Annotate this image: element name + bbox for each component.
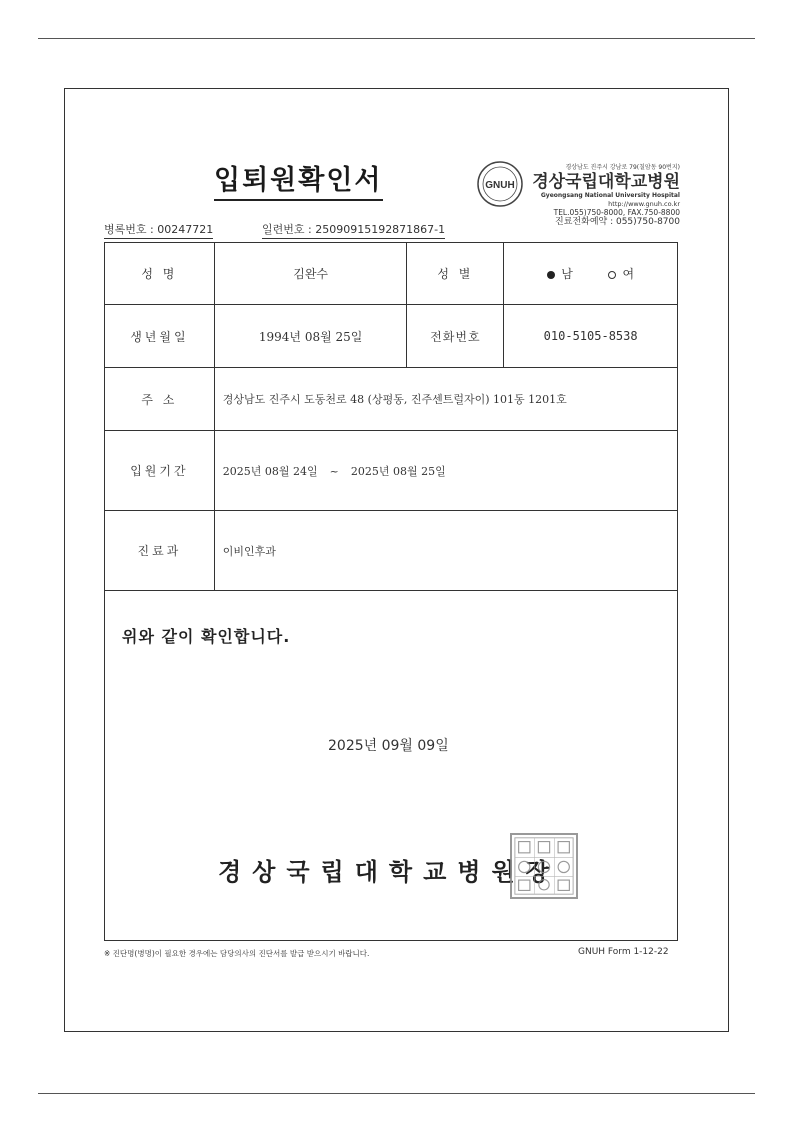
admit-date: 2025년 08월 24일 [222,464,318,478]
footer-note: ※ 진단명(병명)이 필요한 경우에는 담당의사의 진단서를 발급 받으시기 바랍니다. [104,949,370,958]
discharge-date: 2025년 08월 25일 [350,464,446,478]
address-label: 주 소 [105,368,215,431]
sex-options [504,243,678,305]
hospital-reservation: 진료전화예약 : 055)750-8700 [555,217,680,227]
name-label: 성 명 [105,243,215,305]
hospital-name: 경상국립대학교병원 [532,172,680,192]
table-row [105,368,678,431]
hospital-director-signature: 경상국립대학교병원장 [218,857,560,886]
hospital-name-en: Gyeongsang National University Hospital [540,192,680,199]
logo-text: GNUH [485,180,515,191]
hospital-info [530,164,680,228]
department-label: 진료과 [105,511,215,591]
patient-address: 경상남도 진주시 도동천로 48 (상평동, 진주센트럴자이) 101동 1201호 [214,368,677,431]
department: 이비인후과 [214,511,677,591]
female-unchecked-icon [608,271,616,279]
birth-date: 1994년 08월 25일 [214,305,407,368]
table-row [105,511,678,591]
phone-number: 010-5105-8538 [504,305,678,368]
hospital-address: 경상남도 진주시 강남로 79(칠암동 90번지) [565,164,680,171]
sex-female-label: 여 [622,267,635,281]
serial-number: 일련번호 : 25090915192871867-1 [262,221,445,239]
issue-date: 2025년 09월 09일 [328,738,449,754]
sex-male-label: 남 [561,267,573,281]
hospital-tel-fax: TEL.055)750-8000, FAX.750-8800 [553,208,680,217]
top-divider [38,38,755,39]
registration-number: 병록번호 : 00247721 [104,221,213,239]
sex-label: 성 별 [407,243,504,305]
male-checked-icon [547,271,555,279]
hospital-logo-emblem [476,160,524,208]
bottom-divider [38,1093,755,1094]
phone-label: 전화번호 [407,305,504,368]
hospital-url: http://www.gnuh.co.kr [608,200,680,208]
patient-name: 김완수 [214,243,407,305]
form-number: GNUH Form 1-12-22 [578,947,669,957]
period-separator: ~ [329,464,339,478]
birth-label: 생년월일 [105,305,215,368]
period-label: 입원기간 [105,431,215,511]
document-title: 입퇴원확인서 [214,158,383,201]
table-row [105,305,678,368]
admission-period [214,431,677,511]
official-seal-stamp [510,833,578,899]
table-row [105,243,678,305]
table-row [105,431,678,511]
confirmation-statement: 위와 같이 확인합니다. [122,627,291,646]
patient-info-table [104,242,678,591]
